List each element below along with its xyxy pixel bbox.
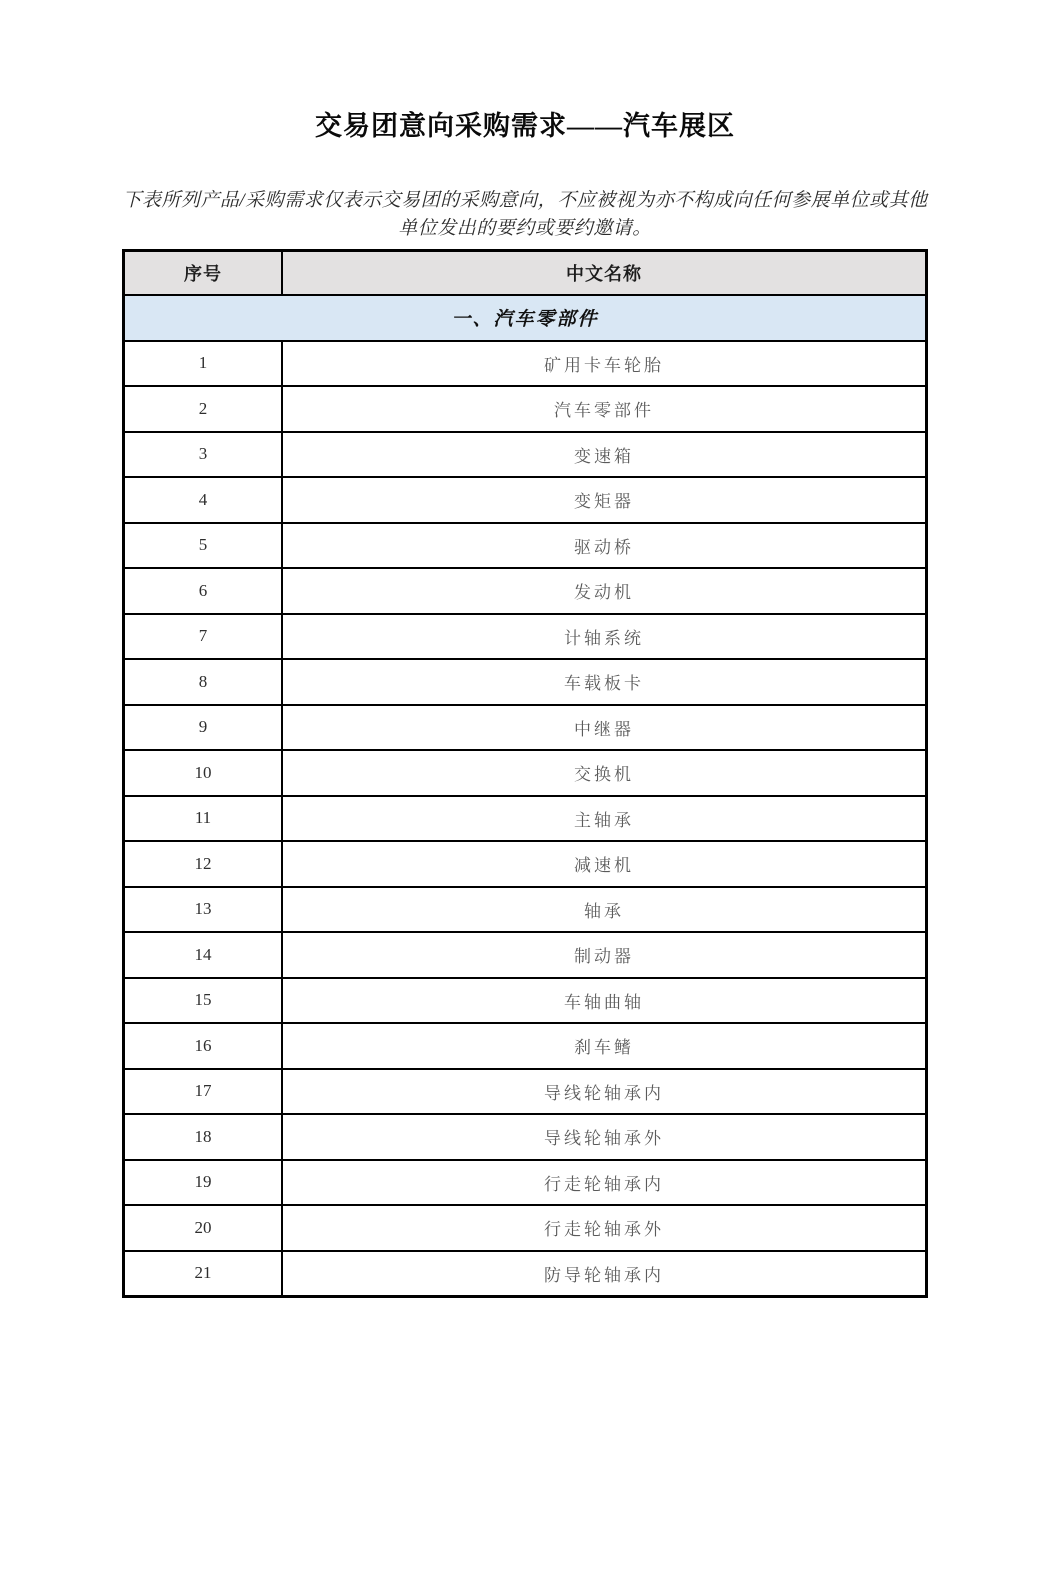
table-row — [124, 932, 927, 978]
row-seq-no: 6 — [124, 568, 283, 614]
row-chinese-name: 防导轮轴承内 — [282, 1251, 927, 1297]
table-row — [124, 614, 927, 660]
row-chinese-name: 刹车鳍 — [282, 1023, 927, 1069]
row-chinese-name: 驱动桥 — [282, 523, 927, 569]
table-row — [124, 1023, 927, 1069]
row-chinese-name: 主轴承 — [282, 796, 927, 842]
row-chinese-name: 导线轮轴承内 — [282, 1069, 927, 1115]
row-chinese-name: 汽车零部件 — [282, 386, 927, 432]
row-seq-no: 14 — [124, 932, 283, 978]
row-chinese-name: 交换机 — [282, 750, 927, 796]
row-seq-no: 5 — [124, 523, 283, 569]
table-head — [124, 250, 927, 341]
table-row — [124, 1205, 927, 1251]
procurement-table — [122, 249, 928, 1299]
section-row — [124, 295, 927, 341]
header-chinese-name: 中文名称 — [282, 250, 927, 295]
table-row — [124, 887, 927, 933]
row-chinese-name: 制动器 — [282, 932, 927, 978]
row-chinese-name: 车轴曲轴 — [282, 978, 927, 1024]
row-seq-no: 4 — [124, 477, 283, 523]
row-seq-no: 3 — [124, 432, 283, 478]
row-seq-no: 18 — [124, 1114, 283, 1160]
table-row — [124, 1114, 927, 1160]
table-header-row — [124, 250, 927, 295]
disclaimer-note: 下表所列产品/采购需求仅表示交易团的采购意向，不应被视为亦不构成向任何参展单位或其他单位发出的要约或要约邀请。 — [122, 189, 928, 240]
table-row — [124, 386, 927, 432]
row-chinese-name: 计轴系统 — [282, 614, 927, 660]
table-row — [124, 432, 927, 478]
row-seq-no: 9 — [124, 705, 283, 751]
row-seq-no: 13 — [124, 887, 283, 933]
row-chinese-name: 行走轮轴承外 — [282, 1205, 927, 1251]
table-row — [124, 568, 927, 614]
row-seq-no: 7 — [124, 614, 283, 660]
table-row — [124, 523, 927, 569]
table-row — [124, 1069, 927, 1115]
row-seq-no: 1 — [124, 341, 283, 387]
table-row — [124, 841, 927, 887]
header-seq-no: 序号 — [124, 250, 283, 295]
row-chinese-name: 变速箱 — [282, 432, 927, 478]
row-seq-no: 19 — [124, 1160, 283, 1206]
table-row — [124, 796, 927, 842]
row-seq-no: 2 — [124, 386, 283, 432]
row-chinese-name: 轴承 — [282, 887, 927, 933]
row-seq-no: 15 — [124, 978, 283, 1024]
table-row — [124, 659, 927, 705]
document-page — [0, 112, 1050, 1586]
row-seq-no: 21 — [124, 1251, 283, 1297]
row-chinese-name: 减速机 — [282, 841, 927, 887]
row-chinese-name: 导线轮轴承外 — [282, 1114, 927, 1160]
row-seq-no: 16 — [124, 1023, 283, 1069]
row-seq-no: 17 — [124, 1069, 283, 1115]
page-title: 交易团意向采购需求——汽车展区 — [315, 111, 735, 141]
row-seq-no: 8 — [124, 659, 283, 705]
table-row — [124, 341, 927, 387]
row-chinese-name: 发动机 — [282, 568, 927, 614]
table-row — [124, 1251, 927, 1297]
row-seq-no: 11 — [124, 796, 283, 842]
table-row — [124, 705, 927, 751]
row-chinese-name: 中继器 — [282, 705, 927, 751]
row-seq-no: 10 — [124, 750, 283, 796]
row-seq-no: 20 — [124, 1205, 283, 1251]
row-chinese-name: 矿用卡车轮胎 — [282, 341, 927, 387]
row-chinese-name: 行走轮轴承内 — [282, 1160, 927, 1206]
row-chinese-name: 变矩器 — [282, 477, 927, 523]
row-seq-no: 12 — [124, 841, 283, 887]
row-chinese-name: 车载板卡 — [282, 659, 927, 705]
table-body — [124, 341, 927, 1297]
table-row — [124, 750, 927, 796]
table-row — [124, 978, 927, 1024]
table-row — [124, 1160, 927, 1206]
section-title: 一、汽车零部件 — [124, 295, 927, 341]
table-row — [124, 477, 927, 523]
